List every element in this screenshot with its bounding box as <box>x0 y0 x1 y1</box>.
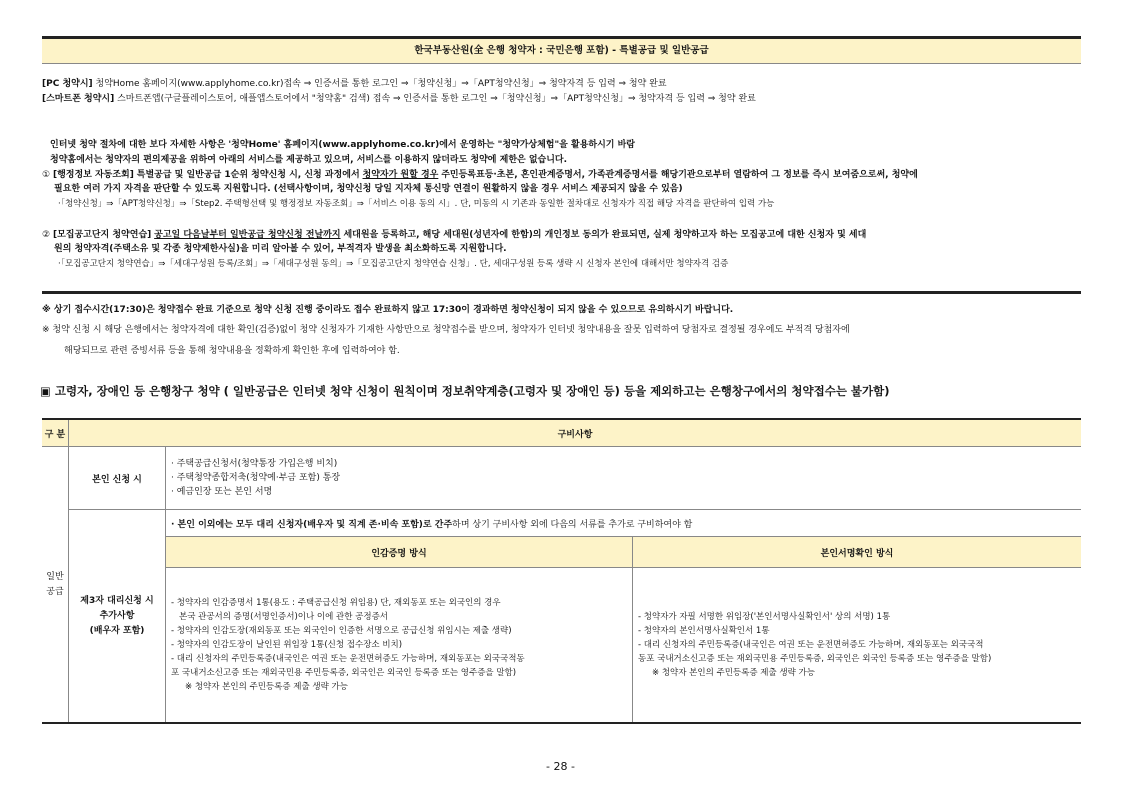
service1-label: [행정정보 자동조회] <box>52 170 134 180</box>
service2-label: [모집공고단지 청약연습] <box>52 230 152 240</box>
category-general: 일반 공급 <box>42 447 69 724</box>
list-item: · 주택공급신청서(청약통장 가입은행 비치) <box>171 459 338 469</box>
list-item: · 예금인장 또는 본인 서명 <box>171 487 273 497</box>
list-item: - 청약자의 본인서명사실확인서 1통 <box>638 626 770 636</box>
service2-num: ② <box>42 230 51 240</box>
page-number: - 28 - <box>546 760 575 773</box>
service1-path: ·「청약신청」⇒「APT청약신청」⇒「Step2. 주택형선택 및 행정정보 자동조회」⇒「서비스 이용 동의 시」. 단, 미동의 시 기존과 동일한 절차대로 신청자가 직접 해당 자격을 판단하여 입력 가능 <box>58 199 775 209</box>
intro-line-2: 청약홈에서는 청약자의 편의제공을 위하여 아래의 서비스를 제공하고 있으며, 서비스를 이용하지 않더라도 청약에 제한은 없습니다. <box>50 155 568 165</box>
list-item: 본국 관공서의 증명(서명인증서)이나 이에 관한 공정증서 <box>179 612 388 622</box>
pc-label: [PC 청약시] <box>42 79 93 89</box>
method-sign-header: 본인서명확인 방식 <box>633 537 1082 568</box>
pc-procedure-line <box>42 77 667 91</box>
seal-items <box>166 568 633 724</box>
note-verification: ※ 청약 신청 시 해당 은행에서는 청약자격에 대한 확인(검증)없이 청약 신청자가 기재한 사항만으로 청약접수를 받으며, 청약자가 인터넷 청약내용을 잘못 입력하여 당첨자로 결정될 경우에도 부적격 당첨자에 <box>42 325 850 335</box>
list-item: ※ 청약자 본인의 주민등록증 제출 생략 가능 <box>185 682 348 692</box>
list-item: - 청약자가 자필 서명한 위임장('본인서명사실확인서' 상의 서명) 1통 <box>638 612 891 622</box>
service1-underline: 청약자가 원할 경우 <box>362 170 439 180</box>
self-apply-label: 본인 신청 시 <box>69 447 166 510</box>
mobile-label: [스마트폰 청약시] <box>42 94 115 104</box>
bank-procedure-box <box>42 36 1081 294</box>
pc-text: 청약Home 홈페이지(www.applyhome.co.kr)접속 ⇒ 인증서를 통한 로그인 ⇒「청약신청」⇒「APT청약신청」⇒ 청약자격 등 입력 ⇒ 청약 완료 <box>95 79 667 89</box>
col-docs: 구비사항 <box>69 419 1082 447</box>
service2-line-1 <box>42 228 866 242</box>
proxy-notice <box>166 510 1082 537</box>
service1-text-a: 특별공급 및 일반공급 1순위 청약신청 시, 신청 과정에서 <box>136 170 360 180</box>
table-row <box>42 447 1081 510</box>
proxy-notice-rest: 하며 상기 구비사항 외에 다음의 서류를 추가로 구비하여야 함 <box>452 519 693 530</box>
intro-line-1: 인터넷 청약 절차에 대한 보다 자세한 사항은 '청약Home' 홈페이지(www.applyhome.co.kr)에서 운영하는 "청약가상체험"을 활용하시기 바람 <box>50 140 635 150</box>
note-time: ※ 상기 접수시간(17:30)은 청약접수 완료 기준으로 청약 신청 진행 중이라도 접수 완료하지 않고 17:30이 경과하면 청약신청이 되지 않을 수 있으므로 유의하시기 바랍니다. <box>42 305 734 315</box>
proxy-apply-label: 제3자 대리신청 시 추가사항 (배우자 포함) <box>69 510 166 724</box>
requirements-table <box>42 418 1081 724</box>
table-header-row <box>42 419 1081 447</box>
service2-text-b: 세대원을 등록하고, 해당 세대원(성년자에 한함)의 개인정보 동의가 완료되면, 실제 청약하고자 하는 모집공고에 대한 신청자 및 세대 <box>343 230 867 240</box>
service2-underline: 공고일 다음날부터 일반공급 청약신청 전날까지 <box>154 230 341 240</box>
list-item: 동포 국내거소신고증 또는 재외국민용 주민등록증, 외국인은 외국인 등록증 또는 영주증을 말함) <box>638 654 992 664</box>
list-item: - 대리 신청자의 주민등록증(내국인은 여권 또는 운전면허증도 가능하며, 재외동포는 외국국적 <box>638 640 984 650</box>
service2-line-2: 원의 청약자격(주택소유 및 각종 청약제한사실)을 미리 알아볼 수 있어, 부적격자 발생을 최소화하도록 지원합니다. <box>54 244 507 254</box>
list-item: 포 국내거소신고증 또는 재외국민용 주민등록증, 외국인은 외국인 등록증 또는 영주증을 말함) <box>171 668 517 678</box>
procedure-title: 한국부동산원(全 은행 청약자 : 국민은행 포함) - 특별공급 및 일반공급 <box>42 39 1081 64</box>
section-title: ▣ 고령자, 장애인 등 은행창구 청약 ( 일반공급은 인터넷 청약 신청이 원칙이며 정보취약계층(고령자 및 장애인 등) 등을 제외하고는 은행창구에서의 청약접수는 불가함) <box>40 384 890 398</box>
service1-line-2: 필요한 여러 가지 자격을 판단할 수 있도록 지원합니다. (선택사항이며, 청약신청 당일 지자체 통신망 연결이 원활하지 않을 경우 서비스 제공되지 않을 수 있음) <box>54 184 683 194</box>
self-apply-items <box>166 447 1082 510</box>
service2-path: ·「모집공고단지 청약연습」⇒「세대구성원 등록/조회」⇒「세대구성원 동의」⇒「모집공고단지 청약연습 신청」. 단, 세대구성원 등록 생략 시 신청자 본인에 대해서만 청약자격 검증 <box>58 259 729 269</box>
list-item: ※ 청약자 본인의 주민등록증 제출 생략 가능 <box>652 668 815 678</box>
list-item: · 주택청약종합저축(청약예·부금 포함) 통장 <box>171 473 341 483</box>
sign-items <box>633 568 1082 724</box>
list-item: - 대리 신청자의 주민등록증(내국인은 여권 또는 운전면허증도 가능하며, 재외동포는 외국국적동 <box>171 654 525 664</box>
list-item: - 청약자의 인감도장(재외동포 또는 외국인이 인증한 서명으로 공급신청 위임시는 제출 생략) <box>171 626 512 636</box>
list-item: - 청약자의 인감증명서 1통(용도 : 주택공급신청 위임용) 단, 재외동포 또는 외국인의 경우 <box>171 598 501 608</box>
mobile-procedure-line <box>42 92 756 106</box>
method-seal-header: 인감증명 방식 <box>166 537 633 568</box>
table-row <box>42 537 1081 568</box>
mobile-text: 스마트폰앱(구글플레이스토어, 애플앱스토어에서 "청약홈" 검색) 접속 ⇒ 인증서를 통한 로그인 ⇒「청약신청」⇒「APT청약신청」⇒ 청약자격 등 입력 ⇒ 청약 완료 <box>117 94 756 104</box>
service1-num: ① <box>42 170 51 180</box>
service1-text-b: 주민등록표등·초본, 혼인관계증명서, 가족관계증명서를 해당기관으로부터 열람하여 그 정보를 즉시 보여줌으로써, 청약에 <box>441 170 918 180</box>
proxy-notice-bold: · 본인 이외에는 모두 대리 신청자(배우자 및 직계 존·비속 포함)로 간주 <box>171 519 453 530</box>
table-row <box>42 568 1081 724</box>
col-category: 구 분 <box>42 419 69 447</box>
service1-line-1 <box>42 168 918 182</box>
table-row <box>42 510 1081 537</box>
note-verification-cont: 해당되므로 관련 증빙서류 등을 통해 청약내용을 정확하게 확인한 후에 입력하여야 함. <box>64 346 400 356</box>
list-item: - 청약자의 인감도장이 날인된 위임장 1통(신청 접수장소 비치) <box>171 640 403 650</box>
